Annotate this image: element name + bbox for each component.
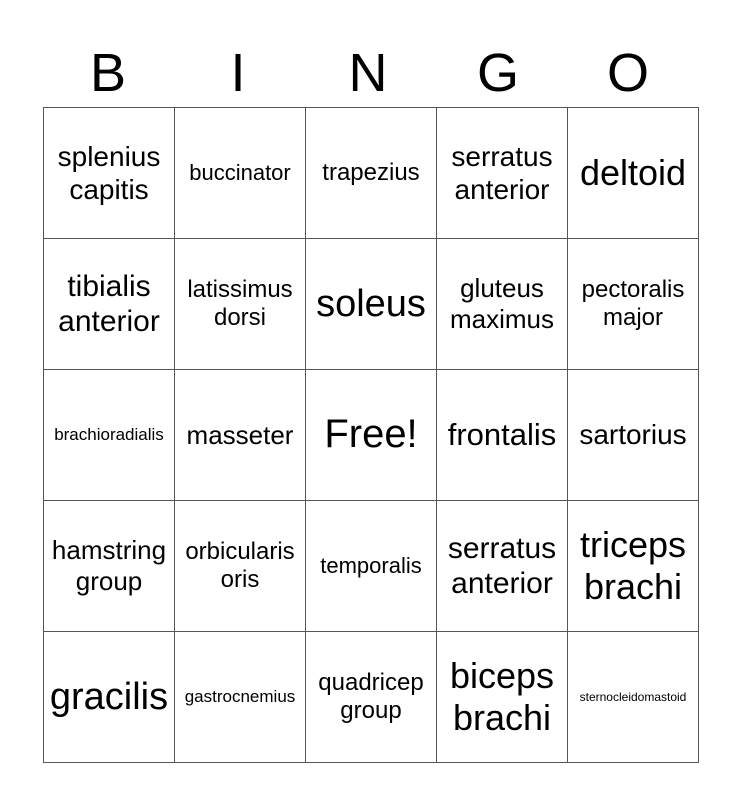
bingo-cell: sternocleidomastoid [568,632,699,763]
bingo-cell: tibialis anterior [44,239,175,370]
bingo-cell: temporalis [306,501,437,632]
bingo-cell: masseter [175,370,306,501]
bingo-cell: buccinator [175,108,306,239]
bingo-cell: gluteus maximus [437,239,568,370]
bingo-cell: sartorius [568,370,699,501]
bingo-cell: biceps brachi [437,632,568,763]
board-row [44,632,699,763]
board-row [44,108,699,239]
bingo-cell: quadricep group [306,632,437,763]
bingo-cell: serratus anterior [437,501,568,632]
bingo-cell: hamstring group [44,501,175,632]
board-row [44,239,699,370]
header-letter-n: N [348,43,388,103]
board-row [44,370,699,501]
bingo-cell: pectoralis major [568,239,699,370]
bingo-cell: splenius capitis [44,108,175,239]
bingo-cell: deltoid [568,108,699,239]
bingo-header [43,40,693,106]
header-letter-b: B [89,43,127,103]
bingo-cell: brachioradialis [44,370,175,501]
header-letter-g: G [476,43,519,103]
bingo-cell: orbicularis oris [175,501,306,632]
bingo-cell: frontalis [437,370,568,501]
header-letter-i: I [230,43,246,103]
bingo-cell: gracilis [44,632,175,763]
bingo-cell: soleus [306,239,437,370]
header-letter-o: O [606,43,649,103]
bingo-cell: triceps brachi [568,501,699,632]
bingo-board [43,107,699,763]
free-space-cell: Free! [306,370,437,501]
board-row [44,501,699,632]
bingo-cell: latissimus dorsi [175,239,306,370]
bingo-cell: gastrocnemius [175,632,306,763]
bingo-cell: trapezius [306,108,437,239]
bingo-cell: serratus anterior [437,108,568,239]
